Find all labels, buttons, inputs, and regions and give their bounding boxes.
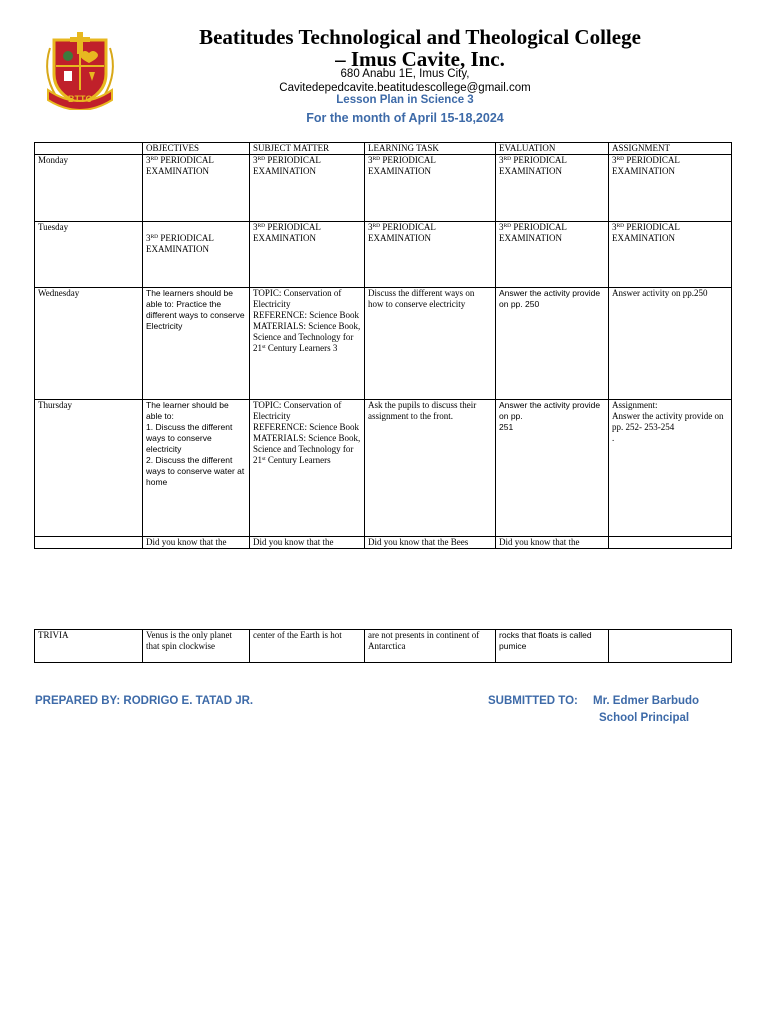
evaluation-cell: Answer the activity provide on pp. 251 bbox=[496, 400, 609, 537]
trivia-intro-cell: Did you know that the Bees bbox=[365, 537, 496, 549]
periodical-cell: 3RD PERIODICAL EXAMINATION bbox=[250, 222, 365, 288]
svg-text:BTTC: BTTC bbox=[68, 94, 92, 104]
principal-name: Mr. Edmer Barbudo bbox=[593, 695, 700, 707]
day-label: Monday bbox=[35, 155, 143, 222]
col-header-evaluation: EVALUATION bbox=[496, 143, 609, 155]
evaluation-cell: Answer the activity provide on pp. 250 bbox=[496, 288, 609, 400]
periodical-cell: 3RD PERIODICAL EXAMINATION bbox=[609, 222, 732, 288]
trivia-intro-cell: Did you know that the bbox=[143, 537, 250, 549]
subject-matter-cell bbox=[250, 288, 365, 400]
address-block bbox=[240, 68, 570, 95]
lesson-plan-title: Lesson Plan in Science 3 bbox=[336, 94, 474, 106]
monday-row bbox=[35, 155, 732, 222]
objectives-cell: The learners should be able to: Practice the different ways to conserve Electricity bbox=[143, 288, 250, 400]
trivia-intro-cell bbox=[609, 537, 732, 549]
month-range: For the month of April 15-18,2024 bbox=[306, 111, 504, 125]
col-header-learning-task: LEARNING TASK bbox=[365, 143, 496, 155]
periodical-cell: 3RD PERIODICAL EXAMINATION bbox=[365, 155, 496, 222]
periodical-cell: 3RD PERIODICAL EXAMINATION bbox=[143, 155, 250, 222]
day-label: Wednesday bbox=[35, 288, 143, 400]
trivia-cell bbox=[609, 630, 732, 663]
trivia-label: TRIVIA bbox=[35, 630, 143, 663]
learning-task-cell: Discuss the different ways on how to conserve electricity bbox=[365, 288, 496, 400]
college-name-line1: Beatitudes Technological and Theological College bbox=[199, 25, 641, 49]
col-header-day bbox=[35, 143, 143, 155]
college-name-line2: – Imus Cavite, Inc. bbox=[335, 47, 505, 71]
trivia-intro-row bbox=[35, 537, 732, 549]
trivia-intro-cell: Did you know that the bbox=[250, 537, 365, 549]
periodical-cell: 3RD PERIODICAL EXAMINATION bbox=[496, 155, 609, 222]
wednesday-row bbox=[35, 288, 732, 400]
reference: REFERENCE: Science Book bbox=[253, 310, 359, 320]
principal-title: School Principal bbox=[599, 712, 690, 724]
col-header-subject-matter: SUBJECT MATTER bbox=[250, 143, 365, 155]
materials: MATERIALS: Science Book, Science and Technology for 21st Century Learners 3 bbox=[253, 321, 361, 353]
subject-matter-cell bbox=[250, 400, 365, 537]
prepared-by: PREPARED BY: RODRIGO E. TATAD JR. bbox=[35, 695, 254, 707]
day-label: Thursday bbox=[35, 400, 143, 537]
topic: TOPIC: Conservation of Electricity bbox=[253, 288, 342, 309]
learning-task-cell: Ask the pupils to discuss their assignment to the front. bbox=[365, 400, 496, 537]
tuesday-row bbox=[35, 222, 732, 288]
trivia-cell: Venus is the only planet that spin clockwise bbox=[143, 630, 250, 663]
trivia-row bbox=[35, 630, 732, 663]
objectives-cell: The learner should be able to: 1. Discuss the different ways to conserve electricity 2. Discuss the different ways to conserve water at home bbox=[143, 400, 250, 537]
col-header-assignment: ASSIGNMENT bbox=[609, 143, 732, 155]
topic: TOPIC: Conservation of Electricity bbox=[253, 400, 342, 421]
col-header-objectives: OBJECTIVES bbox=[143, 143, 250, 155]
trivia-cell: rocks that floats is called pumice bbox=[496, 630, 609, 663]
trivia-intro-cell bbox=[35, 537, 143, 549]
materials: MATERIALS: Science Book, Science and Technology for 21st Century Learners bbox=[253, 433, 361, 465]
address: 680 Anabu 1E, Imus City, bbox=[340, 68, 470, 80]
lesson-plan-table bbox=[34, 142, 732, 549]
periodical-cell: 3RD PERIODICAL EXAMINATION bbox=[609, 155, 732, 222]
assignment-cell: Assignment: Answer the activity provide on pp. 252- 253-254 . bbox=[609, 400, 732, 537]
day-label: Tuesday bbox=[35, 222, 143, 288]
header-row bbox=[35, 143, 732, 155]
trivia-intro-cell: Did you know that the bbox=[496, 537, 609, 549]
thursday-row bbox=[35, 400, 732, 537]
email: Cavitedepedcavite.beatitudescollege@gmail.com bbox=[279, 81, 531, 94]
trivia-cell: are not presents in continent of Antarctica bbox=[365, 630, 496, 663]
college-logo bbox=[40, 28, 120, 110]
assignment-cell: Answer activity on pp.250 bbox=[609, 288, 732, 400]
periodical-cell: 3RD PERIODICAL EXAMINATION bbox=[365, 222, 496, 288]
trivia-table bbox=[34, 629, 732, 663]
periodical-cell: 3RD PERIODICAL EXAMINATION bbox=[143, 222, 250, 288]
reference: REFERENCE: Science Book bbox=[253, 422, 359, 432]
trivia-cell: center of the Earth is hot bbox=[250, 630, 365, 663]
submitted-to-label: SUBMITTED TO: bbox=[488, 695, 578, 707]
periodical-cell: 3RD PERIODICAL EXAMINATION bbox=[250, 155, 365, 222]
periodical-cell: 3RD PERIODICAL EXAMINATION bbox=[496, 222, 609, 288]
